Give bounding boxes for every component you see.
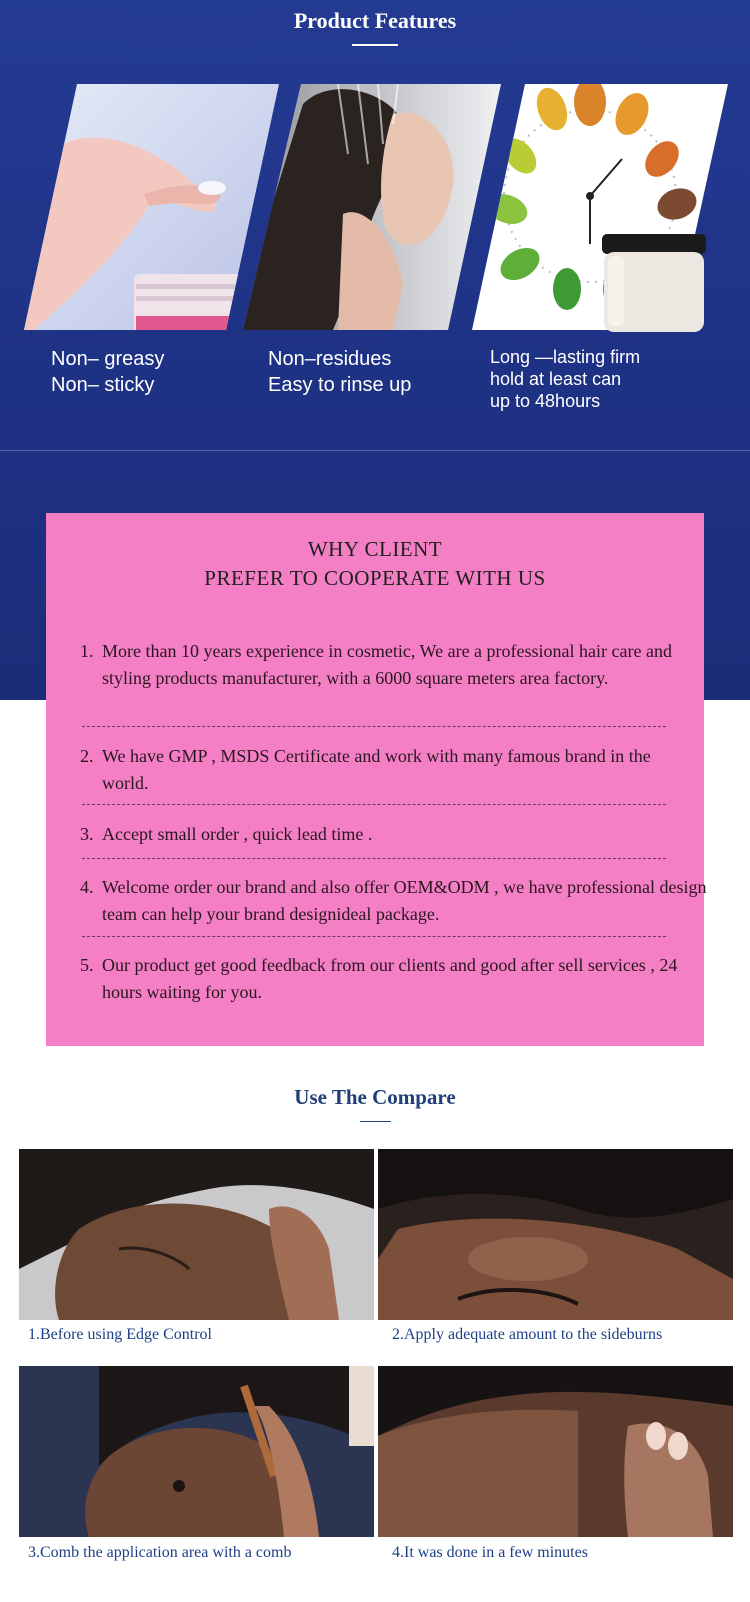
caption-step-3: 3.Comb the application area with a comb: [28, 1544, 292, 1561]
reason-number: 2.: [80, 746, 94, 766]
reason-number: 3.: [80, 824, 94, 844]
dashed-divider: [82, 726, 666, 727]
compare-photo-done: [378, 1366, 733, 1537]
feature-image-gel-fingers: [24, 84, 279, 330]
compare-title: Use The Compare: [294, 1085, 456, 1109]
title-line: WHY CLIENT: [307, 537, 443, 561]
reason-number: 4.: [80, 877, 94, 897]
compare-photo-apply: [378, 1149, 733, 1320]
caption-step-4: 4.It was done in a few minutes: [392, 1544, 588, 1561]
feature-text-3: [490, 346, 640, 412]
section-divider: [0, 450, 750, 451]
features-title-underline: [352, 44, 398, 46]
feature-line: Non– greasy: [51, 348, 165, 370]
reason-item: [80, 952, 696, 1005]
feature-line: Non–residues: [268, 348, 392, 370]
reason-text: We have GMP , MSDS Certificate and work with many famous brand in the world.: [102, 746, 651, 793]
title-line: PREFER TO COOPERATE WITH US: [204, 566, 546, 590]
compare-photo-comb: [19, 1366, 374, 1537]
feature-text-1: [51, 346, 164, 398]
caption-step-1: 1.Before using Edge Control: [28, 1326, 212, 1343]
dashed-divider: [82, 858, 666, 859]
compare-photo-before: [19, 1149, 374, 1320]
features-title: Product Features: [293, 8, 457, 33]
compare-title-underline: [360, 1121, 391, 1122]
feature-image-leaf-clock: [472, 84, 728, 349]
reason-text: More than 10 years experience in cosmetic, We are a professional hair care and styling products manufacturer, with a 6000 square meters area factory.: [102, 641, 672, 688]
feature-image-rinse: [243, 84, 501, 330]
feature-line: Long —lasting firm: [490, 347, 641, 367]
reason-item: [80, 638, 696, 691]
caption-step-2: 2.Apply adequate amount to the sideburns: [392, 1326, 663, 1343]
dashed-divider: [82, 804, 666, 805]
why-client-card: [46, 513, 707, 1046]
feature-line: Non– sticky: [51, 374, 155, 396]
reason-text: Our product get good feedback from our clients and good after sell services , 24 hours waiting for you.: [102, 955, 678, 1002]
reason-item: [80, 743, 696, 796]
feature-text-2: [268, 346, 411, 398]
feature-line: up to 48hours: [490, 391, 601, 411]
reason-item: [80, 874, 712, 927]
reason-text: Accept small order , quick lead time .: [102, 824, 373, 844]
reason-number: 1.: [80, 641, 94, 661]
feature-line: hold at least can: [490, 369, 622, 389]
feature-line: Easy to rinse up: [268, 374, 412, 396]
dashed-divider: [82, 936, 666, 937]
reason-number: 5.: [80, 955, 94, 975]
reason-item: [80, 821, 696, 848]
reason-text: Welcome order our brand and also offer OEM&ODM , we have professional design team can help your brand designideal package.: [102, 877, 707, 924]
why-client-title: [46, 535, 704, 593]
